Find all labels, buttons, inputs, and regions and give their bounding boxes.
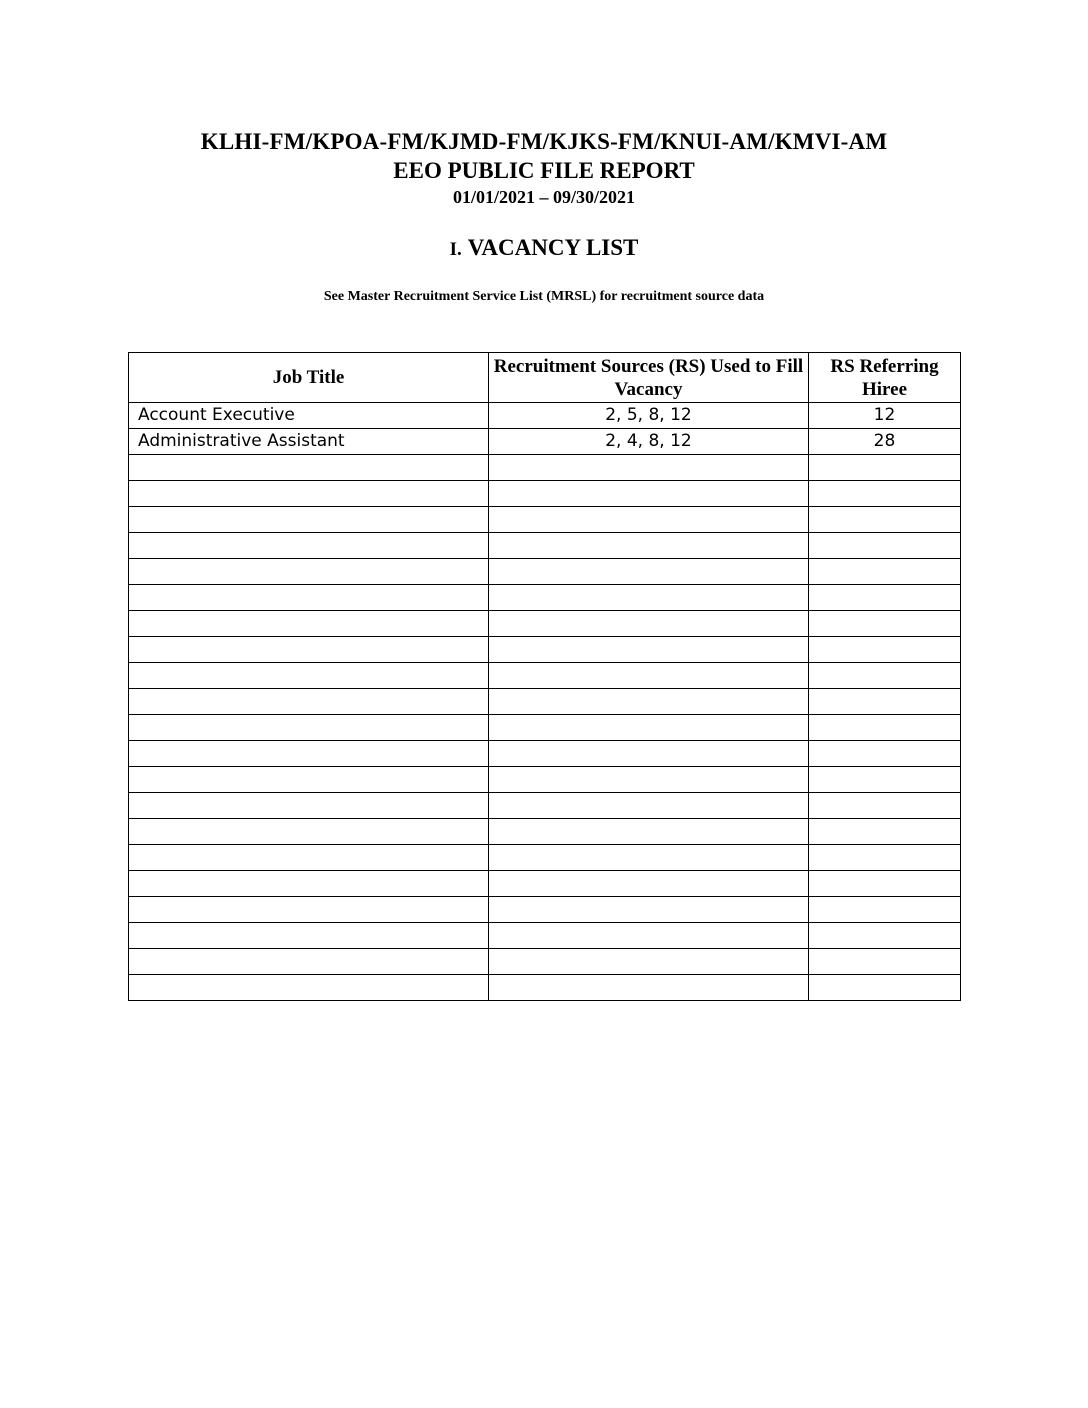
rs-referring-hiree-cell	[809, 897, 961, 923]
empty-table-row	[129, 533, 961, 559]
recruitment-sources-cell	[489, 637, 809, 663]
recruitment-sources-cell	[489, 871, 809, 897]
recruitment-sources-cell	[489, 611, 809, 637]
report-title: EEO PUBLIC FILE REPORT	[393, 158, 695, 183]
rs-referring-hiree-cell	[809, 975, 961, 1001]
empty-table-row	[129, 689, 961, 715]
job-title-cell	[129, 845, 489, 871]
empty-table-row	[129, 845, 961, 871]
job-title-cell	[129, 897, 489, 923]
recruitment-sources-cell: 2, 5, 8, 12	[489, 403, 809, 429]
recruitment-sources-cell	[489, 845, 809, 871]
rs-referring-hiree-cell	[809, 767, 961, 793]
empty-table-row	[129, 975, 961, 1001]
recruitment-sources-cell	[489, 663, 809, 689]
section-number: I.	[449, 239, 462, 260]
recruitment-sources-cell	[489, 897, 809, 923]
rs-referring-hiree-cell: 28	[809, 429, 961, 455]
column-header-rs-referring-hiree: RS Referring Hiree	[809, 353, 961, 403]
recruitment-sources-cell	[489, 481, 809, 507]
rs-referring-hiree-cell	[809, 637, 961, 663]
job-title-cell	[129, 663, 489, 689]
recruitment-sources-cell	[489, 819, 809, 845]
job-title-cell	[129, 637, 489, 663]
job-title-cell	[129, 611, 489, 637]
rs-referring-hiree-cell	[809, 793, 961, 819]
empty-table-row	[129, 871, 961, 897]
rs-referring-hiree-cell	[809, 871, 961, 897]
job-title-cell	[129, 533, 489, 559]
empty-table-row	[129, 585, 961, 611]
job-title-cell	[129, 715, 489, 741]
rs-referring-hiree-cell	[809, 741, 961, 767]
rs-referring-hiree-cell	[809, 949, 961, 975]
rs-referring-hiree-cell	[809, 611, 961, 637]
rs-referring-hiree-cell	[809, 507, 961, 533]
recruitment-sources-cell	[489, 559, 809, 585]
section-heading	[0, 235, 1088, 261]
job-title-cell	[129, 741, 489, 767]
rs-referring-hiree-cell	[809, 689, 961, 715]
table-row	[129, 403, 961, 429]
job-title-cell	[129, 767, 489, 793]
recruitment-sources-cell	[489, 507, 809, 533]
rs-referring-hiree-cell	[809, 845, 961, 871]
empty-table-row	[129, 923, 961, 949]
section-title: VACANCY LIST	[467, 235, 639, 260]
job-title-cell: Administrative Assistant	[129, 429, 489, 455]
empty-table-row	[129, 481, 961, 507]
vacancy-table-body	[129, 403, 961, 1001]
empty-table-row	[129, 819, 961, 845]
table-row	[129, 429, 961, 455]
empty-table-row	[129, 455, 961, 481]
recruitment-sources-cell: 2, 4, 8, 12	[489, 429, 809, 455]
job-title-cell	[129, 559, 489, 585]
empty-table-row	[129, 741, 961, 767]
recruitment-sources-cell	[489, 741, 809, 767]
job-title-cell	[129, 689, 489, 715]
job-title-cell	[129, 949, 489, 975]
job-title-cell: Account Executive	[129, 403, 489, 429]
rs-referring-hiree-cell	[809, 819, 961, 845]
empty-table-row	[129, 663, 961, 689]
job-title-cell	[129, 975, 489, 1001]
report-date-range: 01/01/2021 – 09/30/2021	[452, 187, 635, 207]
empty-table-row	[129, 637, 961, 663]
job-title-cell	[129, 585, 489, 611]
empty-table-row	[129, 611, 961, 637]
rs-referring-hiree-cell	[809, 923, 961, 949]
recruitment-sources-cell	[489, 689, 809, 715]
vacancy-table	[128, 352, 961, 1001]
empty-table-row	[129, 793, 961, 819]
rs-referring-hiree-cell	[809, 533, 961, 559]
table-header-row	[129, 353, 961, 403]
rs-referring-hiree-cell: 12	[809, 403, 961, 429]
rs-referring-hiree-cell	[809, 715, 961, 741]
empty-table-row	[129, 767, 961, 793]
job-title-cell	[129, 819, 489, 845]
job-title-cell	[129, 871, 489, 897]
recruitment-sources-cell	[489, 923, 809, 949]
mrsl-note: See Master Recruitment Service List (MRSL) for recruitment source data	[323, 289, 765, 304]
rs-referring-hiree-cell	[809, 663, 961, 689]
rs-referring-hiree-cell	[809, 481, 961, 507]
job-title-cell	[129, 481, 489, 507]
recruitment-sources-cell	[489, 533, 809, 559]
recruitment-sources-cell	[489, 715, 809, 741]
recruitment-sources-cell	[489, 949, 809, 975]
empty-table-row	[129, 949, 961, 975]
rs-referring-hiree-cell	[809, 585, 961, 611]
recruitment-sources-cell	[489, 585, 809, 611]
rs-referring-hiree-cell	[809, 559, 961, 585]
recruitment-sources-cell	[489, 455, 809, 481]
column-header-recruitment-sources: Recruitment Sources (RS) Used to Fill Vacancy	[489, 353, 809, 403]
empty-table-row	[129, 507, 961, 533]
column-header-job-title: Job Title	[129, 353, 489, 403]
job-title-cell	[129, 793, 489, 819]
rs-referring-hiree-cell	[809, 455, 961, 481]
job-title-cell	[129, 507, 489, 533]
job-title-cell	[129, 455, 489, 481]
recruitment-sources-cell	[489, 975, 809, 1001]
empty-table-row	[129, 559, 961, 585]
recruitment-sources-cell	[489, 767, 809, 793]
recruitment-sources-cell	[489, 793, 809, 819]
station-call-letters: KLHI-FM/KPOA-FM/KJMD-FM/KJKS-FM/KNUI-AM/KMVI-AM	[200, 129, 888, 154]
empty-table-row	[129, 897, 961, 923]
empty-table-row	[129, 715, 961, 741]
job-title-cell	[129, 923, 489, 949]
